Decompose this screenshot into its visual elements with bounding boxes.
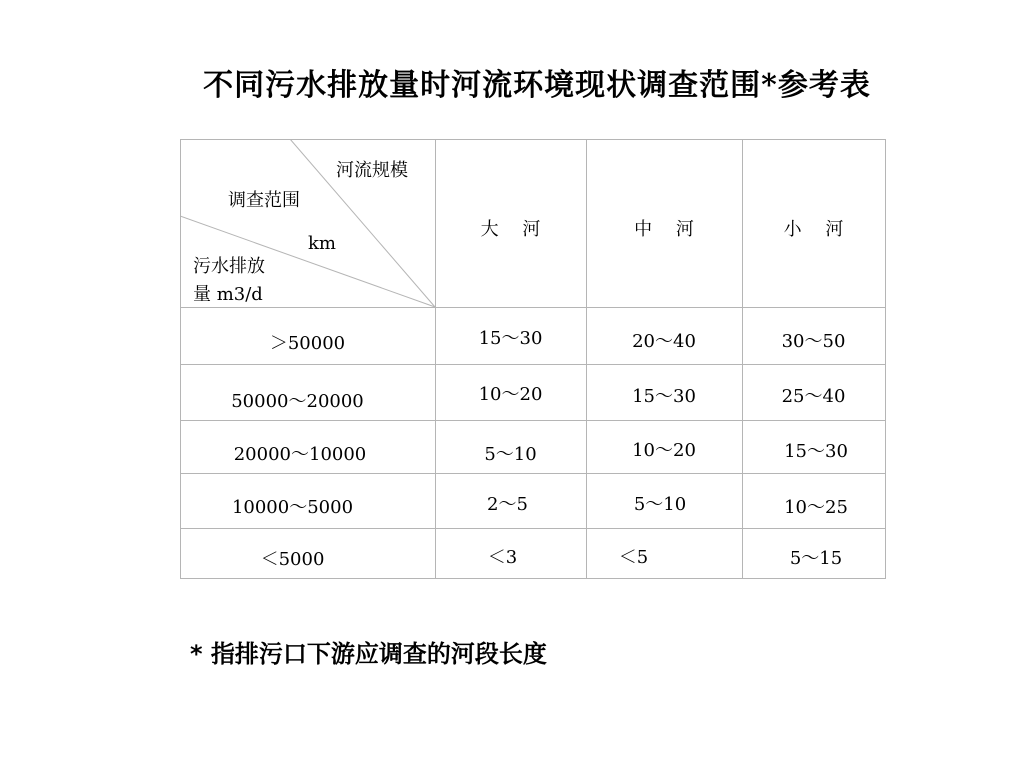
row-discharge-value: 20000～10000 bbox=[233, 444, 367, 465]
row-small-river-value: 5～15 bbox=[789, 548, 843, 569]
header-discharge-label: 污水排放 bbox=[193, 256, 265, 277]
page-title: 不同污水排放量时河流环境现状调查范围*参考表 bbox=[203, 68, 871, 103]
row-small-river-value: 15～30 bbox=[784, 441, 848, 462]
table-row-divider bbox=[180, 528, 886, 529]
table-border-bottom bbox=[180, 578, 886, 579]
column-header-small-river: 小 河 bbox=[783, 219, 844, 240]
row-small-river-value: 30～50 bbox=[781, 331, 846, 352]
row-small-river-value: 10～25 bbox=[784, 497, 848, 518]
row-small-river-value: 25～40 bbox=[781, 386, 846, 407]
row-discharge-value: ＞50000 bbox=[269, 333, 346, 354]
header-river-scale-label: 河流规模 bbox=[336, 160, 408, 181]
column-header-medium-river: 中 河 bbox=[634, 219, 694, 240]
row-large-river-value: 5～10 bbox=[484, 444, 537, 465]
reference-table bbox=[180, 139, 886, 579]
column-header-large-river: 大 河 bbox=[480, 219, 541, 240]
header-survey-range-label: 调查范围 bbox=[228, 190, 300, 211]
row-large-river-value: 10～20 bbox=[478, 384, 543, 405]
row-medium-river-value: 10～20 bbox=[632, 440, 696, 461]
row-large-river-value: 15～30 bbox=[478, 328, 543, 349]
row-medium-river-value: 5～10 bbox=[633, 494, 687, 515]
row-discharge-value: ＜5000 bbox=[260, 549, 325, 570]
row-large-river-value: 2～5 bbox=[487, 494, 528, 515]
row-discharge-value: 10000～5000 bbox=[231, 497, 354, 518]
header-discharge-unit-label: 量 m3/d bbox=[193, 284, 263, 305]
row-medium-river-value: 15～30 bbox=[632, 386, 696, 407]
table-row-divider bbox=[180, 420, 886, 421]
row-medium-river-value: 20～40 bbox=[632, 331, 696, 352]
row-large-river-value: ＜3 bbox=[487, 547, 518, 568]
row-discharge-value: 50000～20000 bbox=[231, 391, 364, 412]
footnote: * 指排污口下游应调查的河段长度 bbox=[190, 640, 547, 668]
table-row-divider bbox=[180, 364, 886, 365]
header-unit-label: km bbox=[308, 233, 336, 254]
table-row-divider bbox=[180, 473, 886, 474]
row-medium-river-value: ＜5 bbox=[618, 547, 649, 568]
